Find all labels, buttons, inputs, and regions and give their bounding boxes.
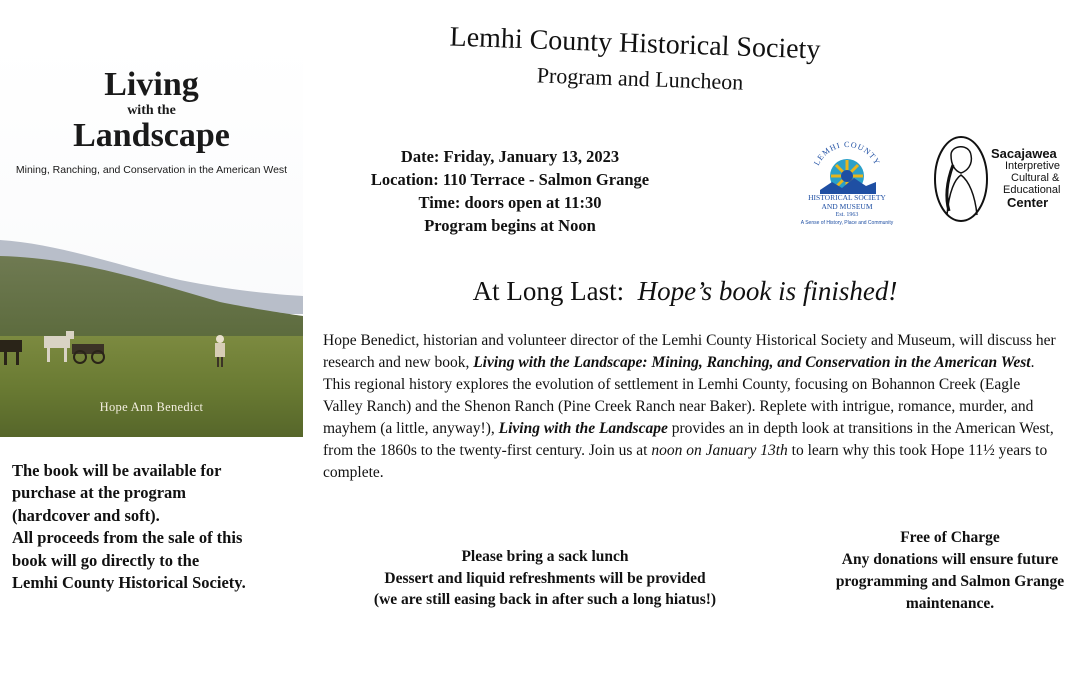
free-line1: Free of Charge	[900, 529, 1000, 546]
note-line3: (hardcover and soft).	[12, 505, 160, 525]
free-of-charge-note	[800, 527, 1080, 615]
book-availability-note	[12, 460, 302, 594]
lemhi-est: Est. 1963	[835, 212, 859, 218]
headline-lead: At Long Last:	[472, 276, 625, 306]
sacajawea-line1: Interpretive	[1005, 160, 1061, 172]
date-emphasis: noon on January 13th	[651, 442, 788, 459]
lemhi-county-logo	[798, 138, 896, 234]
note-line1: The book will be available for	[12, 461, 222, 480]
event-time: Time: doors open at 11:30	[418, 193, 602, 212]
headline	[300, 275, 1070, 307]
event-details	[360, 145, 660, 237]
sacajawea-center-logo	[933, 135, 1078, 225]
cover-subtitle: Mining, Ranching, and Conservation in the American West	[15, 164, 288, 176]
free-line3: programming and Salmon Grange	[835, 573, 1065, 590]
lunch-note	[320, 546, 770, 611]
event-location: Location: 110 Terrace - Salmon Grange	[370, 170, 650, 189]
free-line2: Any donations will ensure future	[841, 551, 1059, 568]
sacajawea-line3: Educational	[1003, 184, 1061, 196]
free-line4: maintenance.	[905, 595, 995, 612]
note-line2: purchase at the program	[12, 483, 187, 503]
note-line4: All proceeds from the sale of this	[12, 528, 243, 548]
lemhi-arc-text: LEMHI COUNTY	[812, 139, 882, 167]
event-title: Program and Luncheon	[536, 62, 744, 95]
org-title: Lemhi County Historical Society	[449, 21, 821, 66]
book-short-title: Living with the Landscape	[498, 420, 668, 437]
event-start: Program begins at Noon	[424, 216, 596, 235]
lemhi-name-line2: AND MUSEUM	[821, 201, 873, 211]
lemhi-name-line1: HISTORICAL SOCIETY	[808, 193, 886, 202]
body-part3: provides an in depth look at transitions in the American West, from the 1860s to the twenty-first century. Join us at	[323, 420, 1054, 459]
note-line5: book will go directly to the	[12, 550, 200, 570]
headline-emphasis: Hope’s book is finished!	[637, 276, 898, 306]
cover-title-line1: Living	[104, 66, 199, 103]
lemhi-tagline: A Sense of History, Place and Community	[800, 219, 894, 226]
sacajawea-portrait-icon	[933, 135, 993, 225]
body-part2: . This regional history explores the evolution of settlement in Lemhi County, focusing on Bohannon Creek (Eagle Valley Ranch) and the Shenon Ranch (Pine Creek Ranch near Baker). Replete with intrigue, romance, murder, and mayhem (a little, anyway!),	[323, 354, 1035, 437]
lunch-line2: Dessert and liquid refreshments will be provided	[384, 569, 706, 587]
event-date: Date: Friday, January 13, 2023	[400, 147, 620, 166]
note-line6: Lemhi County Historical Society.	[12, 573, 246, 593]
lunch-line3: (we are still easing back in after such a long hiatus!)	[373, 591, 717, 608]
book-full-title: Living with the Landscape: Mining, Ranching, and Conservation in the American West	[473, 354, 1031, 371]
body-part1: Hope Benedict, historian and volunteer director of the Lemhi County Historical Society and Museum, will discuss her research and new book,	[323, 332, 1056, 371]
cover-author: Hope Ann Benedict	[99, 400, 204, 414]
cover-title-line2: with the	[127, 103, 176, 118]
lunch-line1: Please bring a sack lunch	[461, 548, 629, 565]
book-cover	[0, 44, 303, 437]
sacajawea-line4: Center	[1007, 195, 1049, 210]
sacajawea-line2: Cultural &	[1011, 172, 1060, 184]
cover-title-line3: Landscape	[73, 117, 230, 154]
description-paragraph	[323, 330, 1058, 484]
body-part4: to learn why this took Hope 11½ years to complete.	[323, 442, 1048, 481]
sacajawea-name: Sacajawea	[991, 146, 1057, 161]
